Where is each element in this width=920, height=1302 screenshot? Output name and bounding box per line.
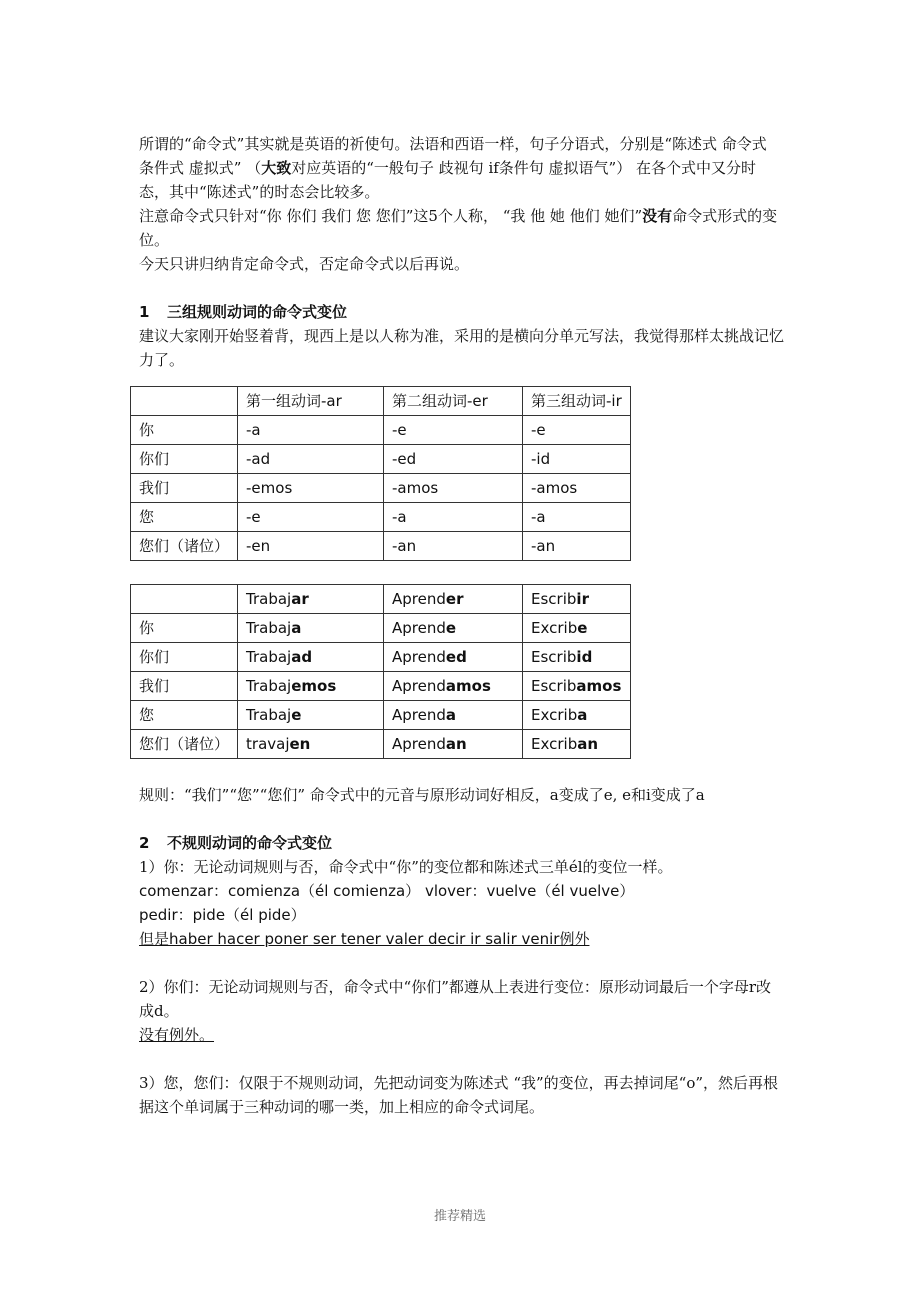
table-cell: 您们（诸位）	[131, 730, 238, 759]
table-cell: -e	[523, 416, 631, 445]
verb-stem: Aprend	[392, 619, 446, 637]
table-cell	[384, 701, 523, 730]
table-cell: -e	[384, 416, 523, 445]
table-cell	[384, 643, 523, 672]
table-cell: -id	[523, 445, 631, 474]
section-2-item-1: 1）你：无论动词规则与否，命令式中“你”的变位都和陈述式三单él的变位一样。	[139, 858, 673, 876]
table-cell: 我们	[131, 474, 238, 503]
section-1-description: 建议大家刚开始竖着背，现西上是以人称为准，采用的是横向分单元写法，我觉得那样太挑战记忆力了。	[139, 327, 785, 369]
table-cell: 第二组动词-er	[384, 387, 523, 416]
example-line-1: comenzar：comienza（él comienza） vlover：vuelve（él vuelve）	[139, 882, 635, 900]
table-cell: 您们（诸位）	[131, 532, 238, 561]
table-row	[131, 503, 631, 532]
intro-paragraph-1: 所谓的“命令式”其实就是英语的祈使句。法语和西语一样，句子分语式，分别是“陈述式 命令式 条件式 虚拟式” （大致对应英语的“一般句子 歧视句 if条件句 虚拟语气”） 在各个式中又分时态，其中“陈述式”的时态会比较多。	[139, 135, 767, 201]
table-cell: -a	[384, 503, 523, 532]
intro-paragraph-3: 今天只讲归纳肯定命令式，否定命令式以后再说。	[139, 255, 470, 273]
table-cell: 你	[131, 614, 238, 643]
table-cell	[523, 643, 631, 672]
table-cell: 第一组动词-ar	[238, 387, 384, 416]
table-cell: -a	[238, 416, 384, 445]
table-row	[131, 416, 631, 445]
verb-stem: Aprend	[392, 706, 446, 724]
verb-ending: a	[291, 619, 302, 637]
verb-ending: a	[577, 706, 588, 724]
verb-ending: amos	[445, 677, 491, 695]
table-cell	[523, 730, 631, 759]
table-row	[131, 643, 631, 672]
table-cell	[384, 730, 523, 759]
exception-note-1: 但是haber hacer poner ser tener valer decir ir salir venir例外	[139, 930, 590, 948]
table-cell: 您	[131, 503, 238, 532]
verb-ending: an	[577, 735, 599, 753]
verb-ending: ir	[576, 590, 589, 608]
verb-stem: Trabaj	[246, 619, 292, 637]
table-row	[131, 614, 631, 643]
table-cell	[238, 643, 384, 672]
verb-stem: Trabaj	[246, 706, 292, 724]
table-cell: -ad	[238, 445, 384, 474]
table-cell	[384, 614, 523, 643]
verb-ending: ar	[291, 590, 309, 608]
verb-stem: Aprend	[392, 590, 446, 608]
table-cell: -amos	[523, 474, 631, 503]
verb-ending: er	[445, 590, 464, 608]
verb-stem: Escrib	[531, 590, 577, 608]
table-row	[131, 532, 631, 561]
verb-stem: Trabaj	[246, 590, 292, 608]
table-cell	[523, 672, 631, 701]
verb-stem: Aprend	[392, 735, 446, 753]
table-cell: -emos	[238, 474, 384, 503]
table-cell: -amos	[384, 474, 523, 503]
table-cell: -en	[238, 532, 384, 561]
verb-stem: Excrib	[531, 735, 578, 753]
verb-ending: id	[576, 648, 593, 666]
table-header-row	[131, 387, 631, 416]
section-1-heading: 1 三组规则动词的命令式变位	[139, 303, 348, 321]
table-cell: -ed	[384, 445, 523, 474]
verb-stem: Trabaj	[246, 648, 292, 666]
verb-stem: Excrib	[531, 619, 578, 637]
conjugation-example-table	[130, 584, 631, 759]
section-2-item-2: 2）你们：无论动词规则与否，命令式中“你们”都遵从上表进行变位：原形动词最后一个字母r改成d。	[139, 978, 772, 1020]
verb-ending: ed	[445, 648, 467, 666]
table-row	[131, 445, 631, 474]
verb-ending: an	[445, 735, 467, 753]
document-body	[139, 132, 784, 1119]
exception-note-2: 没有例外。	[139, 1026, 215, 1044]
table-row	[131, 672, 631, 701]
verb-ending: e	[291, 706, 302, 724]
table-cell: 我们	[131, 672, 238, 701]
table-cell	[238, 614, 384, 643]
table-cell: -an	[384, 532, 523, 561]
verb-ending: e	[445, 619, 457, 637]
table-cell	[523, 585, 631, 614]
verb-ending: a	[445, 706, 457, 724]
verb-ending: en	[289, 735, 311, 753]
section-2-item-3: 3）您，您们：仅限于不规则动词，先把动词变为陈述式 “我”的变位，再去掉词尾“o”，然后再根据这个单词属于三种动词的哪一类，加上相应的命令式词尾。	[139, 1074, 779, 1116]
verb-stem: Escrib	[531, 648, 577, 666]
table-row	[131, 474, 631, 503]
table-cell	[523, 701, 631, 730]
verb-stem: Excrib	[531, 706, 578, 724]
verb-stem: Trabaj	[246, 677, 292, 695]
page-footer: 推荐精选	[433, 1209, 486, 1224]
table-cell	[131, 387, 238, 416]
section-2-heading: 2 不规则动词的命令式变位	[139, 834, 333, 852]
verb-stem: Aprend	[392, 648, 446, 666]
table-cell	[523, 614, 631, 643]
table-row	[131, 730, 631, 759]
rule-note: 规则：“我们”“您”“您们” 命令式中的元音与原形动词好相反，a变成了e, e和i变成了a	[139, 786, 705, 804]
verb-ending: emos	[291, 677, 337, 695]
table-cell: -a	[523, 503, 631, 532]
table-cell	[238, 672, 384, 701]
table-header-row	[131, 585, 631, 614]
table-cell: -an	[523, 532, 631, 561]
suffix-table	[130, 386, 631, 561]
table-cell: -e	[238, 503, 384, 532]
table-cell	[238, 585, 384, 614]
verb-stem: Escrib	[531, 677, 577, 695]
example-line-2: pedir：pide（él pide）	[139, 906, 306, 924]
table-cell: 你	[131, 416, 238, 445]
verb-stem: Aprend	[392, 677, 446, 695]
table-cell: 你们	[131, 445, 238, 474]
verb-stem: travaj	[246, 735, 290, 753]
table-cell	[238, 730, 384, 759]
table-cell: 您	[131, 701, 238, 730]
table-cell: 第三组动词-ir	[523, 387, 631, 416]
table-cell	[384, 672, 523, 701]
table-cell	[238, 701, 384, 730]
verb-ending: e	[577, 619, 588, 637]
table-cell	[384, 585, 523, 614]
intro-paragraph-2: 注意命令式只针对“你 你们 我们 您 您们”这5个人称， “我 他 她 他们 她们”没有命令式形式的变位。	[139, 207, 778, 249]
verb-ending: ad	[291, 648, 313, 666]
table-row	[131, 701, 631, 730]
table-cell: 你们	[131, 643, 238, 672]
table-cell	[131, 585, 238, 614]
verb-ending: amos	[576, 677, 622, 695]
